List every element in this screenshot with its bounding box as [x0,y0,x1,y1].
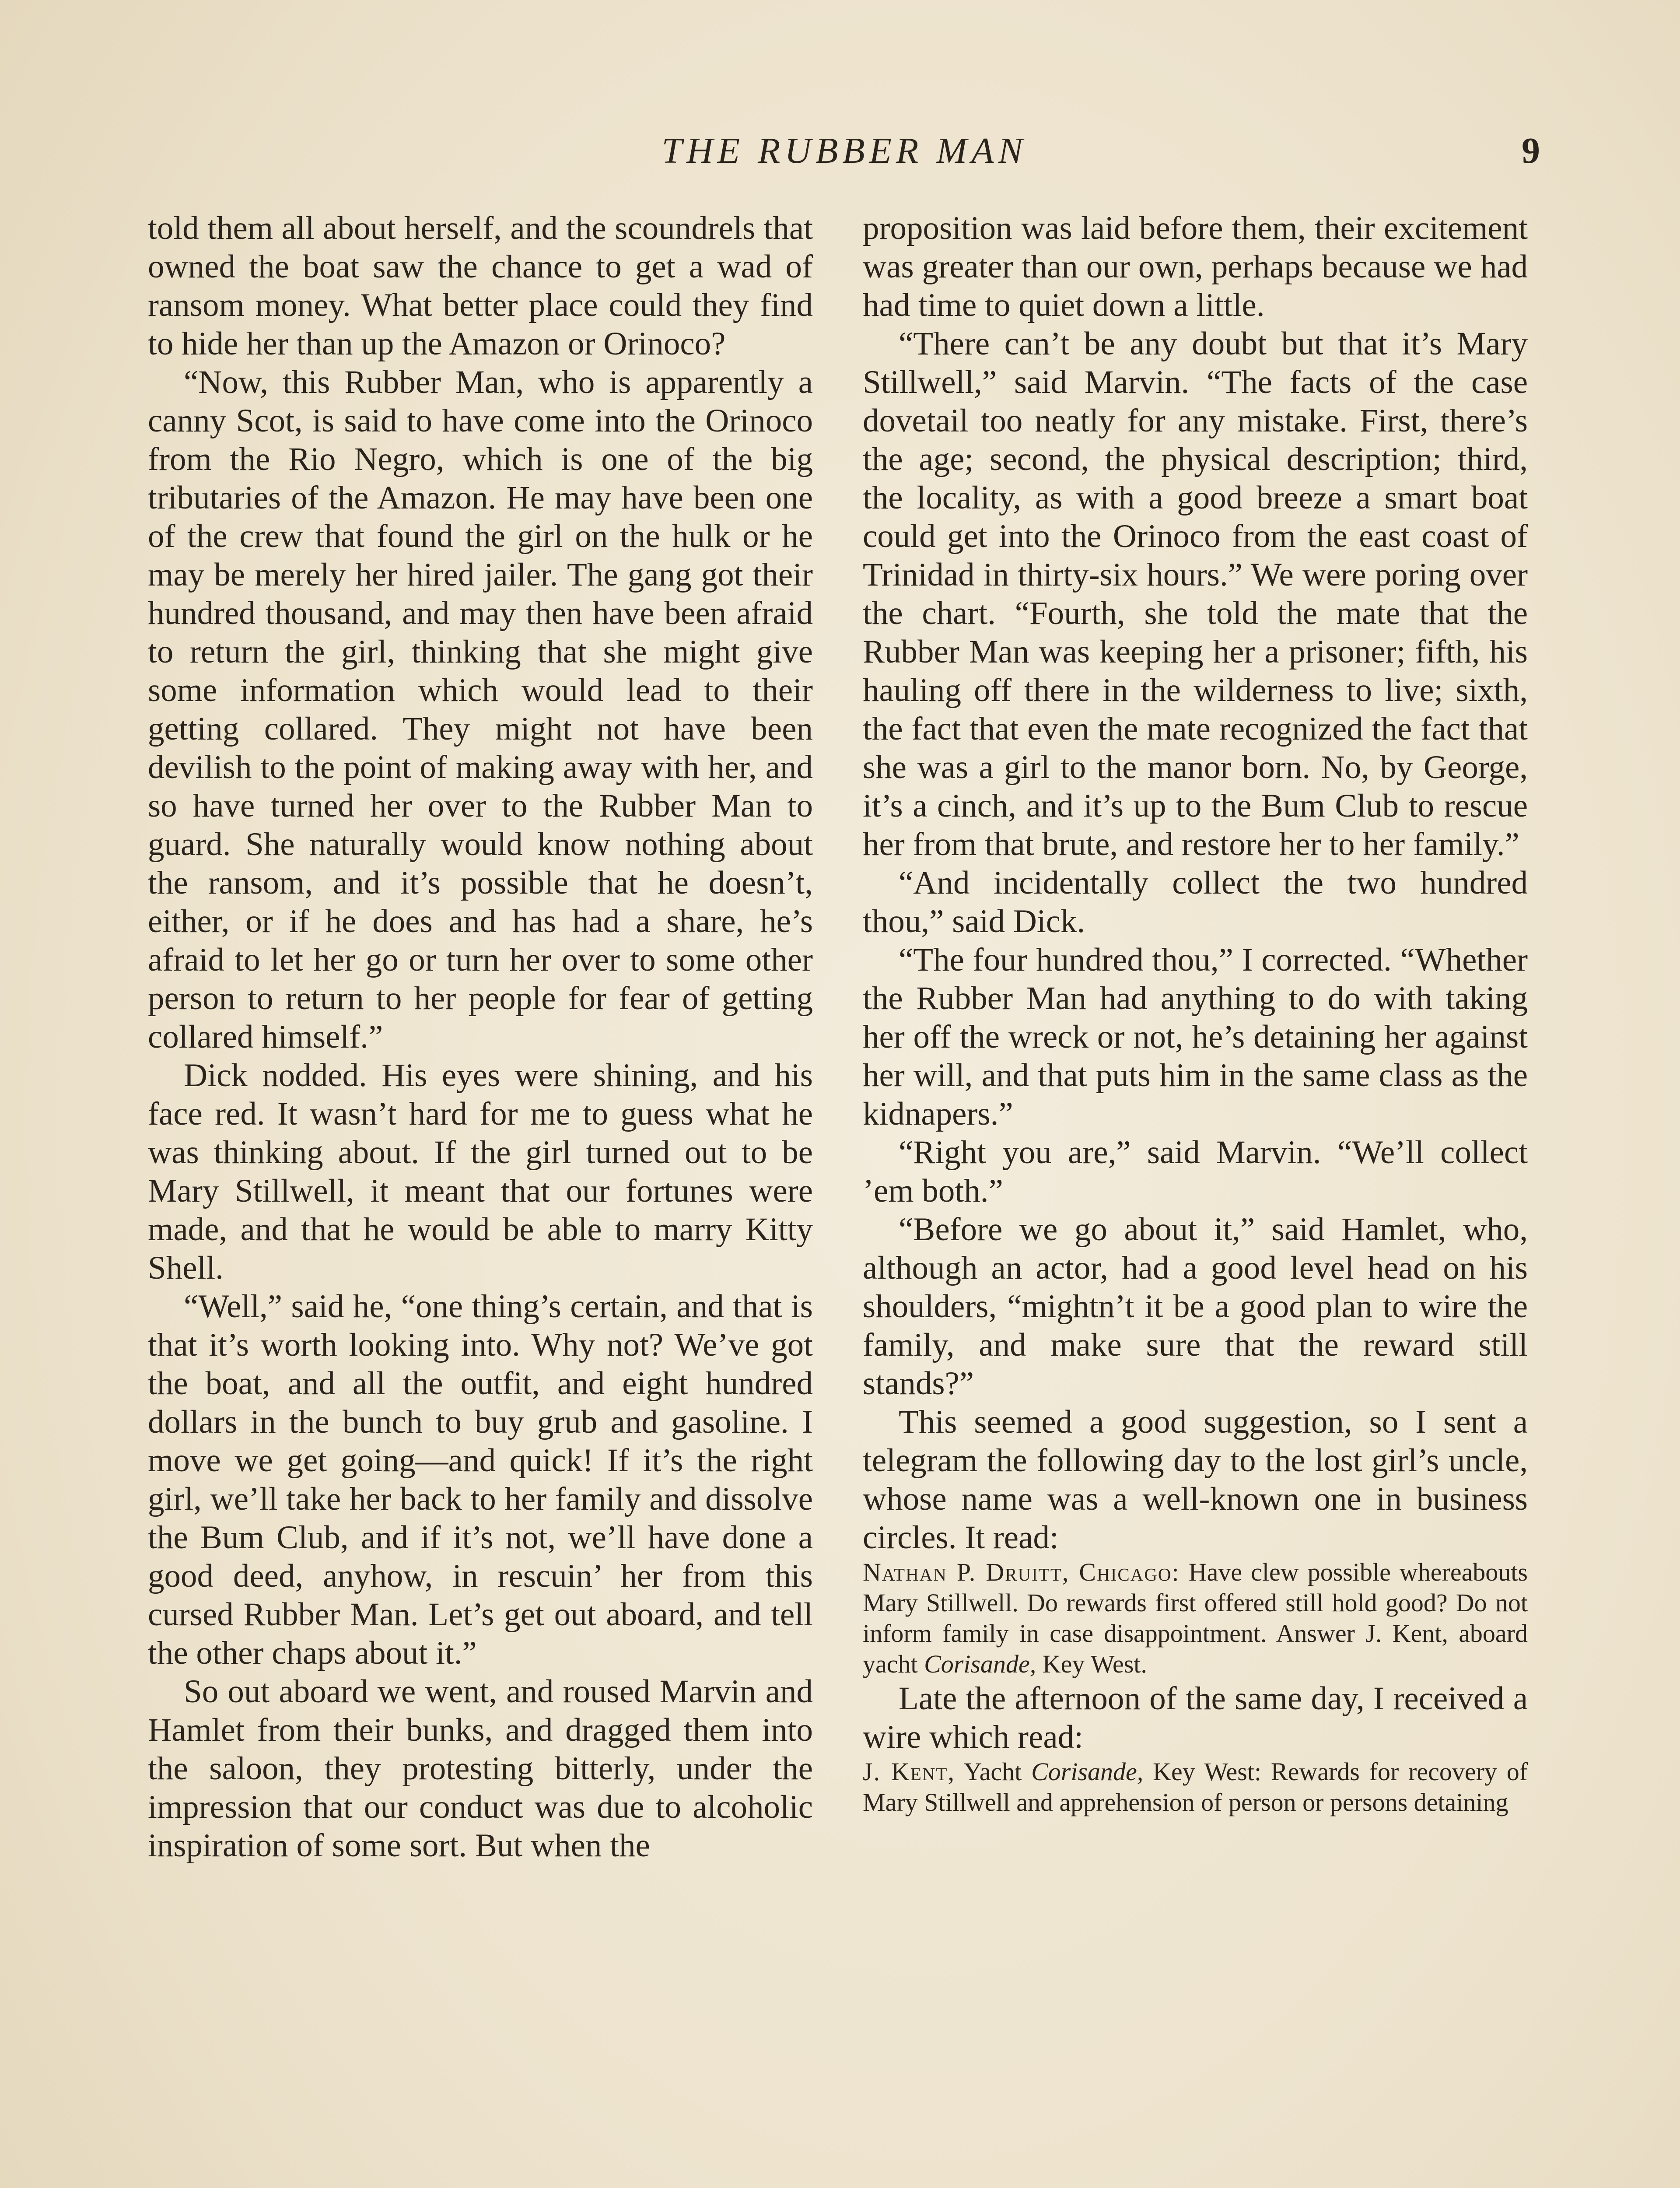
right-column [863,209,1528,1818]
telegram-addressee: Nathan P. Druitt, Chicago: [863,1558,1180,1586]
paragraph: “Now, this Rubber Man, who is apparently a canny Scot, is said to have come into the Orinoco from the Rio Negro, which is one of the big tributaries of the Amazon. He may have been one of the crew that found the girl on the hulk or he may be merely her hired jailer. The gang got their hundred thousand, and may then have been afraid to return the girl, thinking that she might give some information which would lead to their getting collared. They might not have been devilish to the point of making away with her, and so have turned her over to the Rubber Man to guard. She naturally would know nothing about the ransom, and it’s possible that he doesn’t, either, or if he does and has had a share, he’s afraid to let her go or turn her over to some other person to return to her people for fear of getting collared himself.” [148,364,813,1055]
telegram-body: Key West: Rewards for recovery of Mary Stillwell and apprehension of person or persons detaining [863,1757,1528,1816]
telegram-body: Have clew possible whereabouts Mary Stillwell. Do rewards first offered still hold good? Do not inform family in case disappointment. Answer J. Kent, aboard yacht [863,1558,1528,1678]
left-column [148,209,813,1865]
paragraph: “There can’t be any doubt but that it’s Mary Stillwell,” said Marvin. “The facts of the case dovetail too neatly for any mistake. First, there’s the age; second, the physical description; third, the locality, as with a good breeze a smart boat could get into the Orinoco from the east coast of Trinidad in thirty-six hours.” We were poring over the chart. “Fourth, she told the mate that the Rubber Man was keeping her a prisoner; fifth, his hauling off there in the wilderness to live; sixth, the fact that even the mate recognized the fact that she was a girl to the manor born. No, by George, it’s a cinch, and it’s up to the Bum Club to rescue her from that brute, and restore her to her family.” [863,326,1528,863]
paragraph: “The four hundred thou,” I corrected. “Whether the Rubber Man had anything to do with taking her off the wreck or not, he’s detaining her against her will, and that puts him in the same class as the kidnapers.” [863,942,1528,1132]
telegram-lead: Yacht [963,1757,1022,1786]
running-title: THE RUBBER MAN [662,130,1027,171]
paragraph: “Well,” said he, “one thing’s certain, and that is that it’s worth looking into. Why not? We’ve got the boat, and all the outfit, and eight hundred dollars in the bunch to buy grub and gasoline. I move we get going—and quick! If it’s the right girl, we’ll take her back to her family and dissolve the Bum Club, and if it’s not, we’ll have done a good deed, anyhow, in rescuin’ her from this cursed Rubber Man. Let’s get out aboard, and tell the other chaps about it.” [148,1288,813,1671]
paragraph: proposition was laid before them, their excitement was greater than our own, perhaps because we had had time to quiet down a little. [863,210,1528,323]
telegram-message [863,1557,1528,1680]
paragraph: This seemed a good suggestion, so I sent a telegram the following day to the lost girl’s uncle, whose name was a well-known one in business circles. It read: [863,1404,1528,1556]
page-header [149,127,1540,175]
paragraph: Late the afternoon of the same day, I received a wire which read: [863,1680,1528,1755]
paragraph: Dick nodded. His eyes were shining, and his face red. It wasn’t hard for me to guess what he was thinking about. If the girl turned out to be Mary Stillwell, it meant that our fortunes were made, and that he would be able to marry Kitty Shell. [148,1057,813,1286]
telegram-tail: Key West. [1042,1650,1147,1678]
page-number: 9 [1522,130,1540,171]
paragraph: told them all about herself, and the scoundrels that owned the boat saw the chance to get a wad of ransom money. What better place could they find to hide her than up the Amazon or Orinoco? [148,210,813,362]
paragraph: “Before we go about it,” said Hamlet, who, although an actor, had a good level head on his shoulders, “mightn’t it be a good plan to wire the family, and make sure that the reward still stands?” [863,1211,1528,1402]
telegram-reply [863,1757,1528,1818]
paragraph: “And incidentally collect the two hundred thou,” said Dick. [863,865,1528,940]
telegram-addressee: J. Kent, [863,1757,955,1786]
paragraph: So out aboard we went, and roused Marvin and Hamlet from their bunks, and dragged them into the saloon, they protesting bitterly, under the impression that our conduct was due to alcoholic inspiration of some sort. But when the [148,1673,813,1864]
yacht-name: Corisande, [924,1650,1036,1678]
paragraph: “Right you are,” said Marvin. “We’ll collect ’em both.” [863,1134,1528,1209]
yacht-name: Corisande, [1031,1757,1144,1786]
